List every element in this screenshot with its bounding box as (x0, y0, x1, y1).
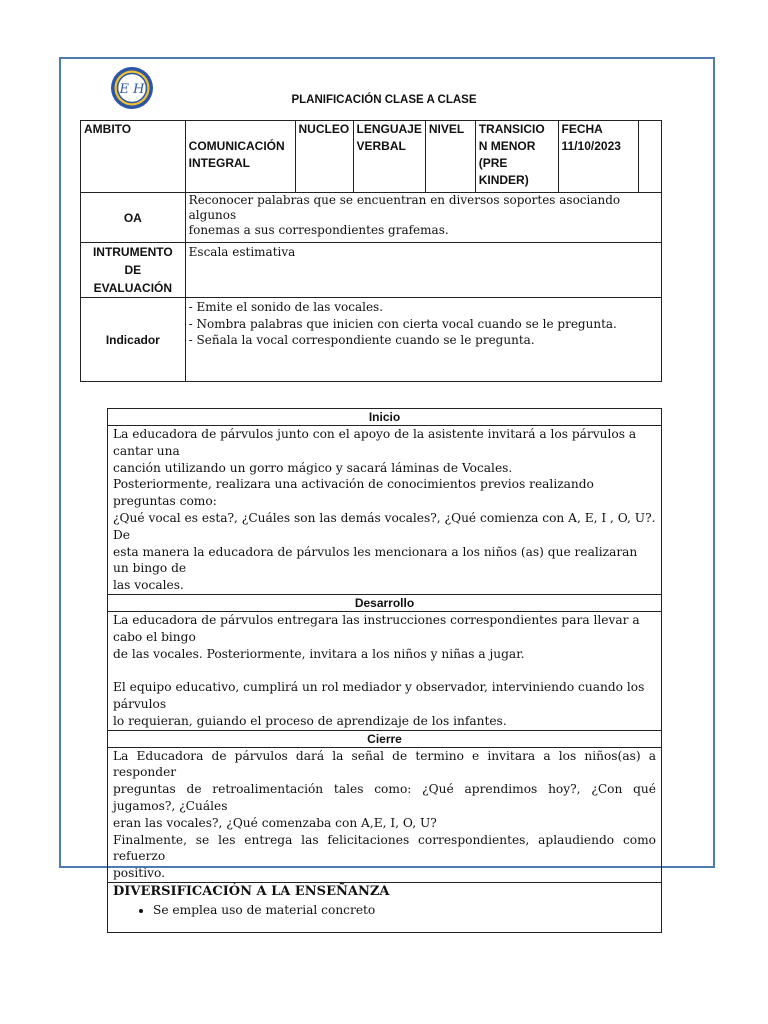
diversificacion-section (108, 882, 662, 932)
nucleo-label: NUCLEO (295, 121, 353, 193)
oa-label: OA (81, 193, 186, 243)
list-item: • Se emplea uso de material concreto (153, 902, 656, 918)
indicador-item: - Señala la vocal correspondiente cuando se le pregunta. (188, 333, 535, 347)
instrumento-value: Escala estimativa (185, 243, 661, 298)
fecha-label: FECHA (561, 122, 603, 136)
ambito-label: AMBITO (81, 121, 186, 193)
desarrollo-heading: Desarrollo (108, 594, 662, 611)
indicadores-list (185, 298, 661, 382)
nivel-label: NIVEL (425, 121, 475, 193)
diversificacion-list (113, 902, 656, 918)
indicador-label: Indicador (81, 298, 186, 382)
ambito-value: COMUNICACIÓN INTEGRAL (185, 121, 295, 193)
diversificacion-title: DIVERSIFICACIÓN A LA ENSEÑANZA (113, 883, 390, 899)
fecha-cell (558, 121, 639, 193)
indicador-item: - Emite el sonido de las vocales. (188, 300, 384, 314)
info-table (80, 120, 662, 382)
oa-text: Reconocer palabras que se encuentran en diversos soportes asociando algunos fonemas a sus correspondientes grafemas. (185, 193, 661, 243)
inicio-heading: Inicio (108, 409, 662, 426)
empty-cell (639, 121, 662, 193)
lesson-table (107, 408, 662, 933)
page-title: PLANIFICACIÓN CLASE A CLASE (291, 94, 477, 106)
inicio-text: La educadora de párvulos junto con el apoyo de la asistente invitará a los párvulos a cantar una canción utilizando un gorro mágico y sacará láminas de Vocales. Posteriormente, realizara una activación de conocimientos previos realizando preguntas como: ¿Qué vocal es esta?, ¿Cuáles son las demás vocales?, ¿Qué comienza con A, E, I , O, U?. De esta manera la educadora de párvulos les mencionara a los niños (as) que realizaran un bingo de las vocales. (108, 426, 662, 595)
cierre-text: La Educadora de párvulos dará la señal de termino e invitara a los niños(as) a responder preguntas de retroalimentación tales como: ¿Qué aprendimos hoy?, ¿Con qué jugamos?, ¿Cuáles eran las vocales?, ¿Qué comenzaba con A,E, I, O, U? Finalmente, se les entrega las felicitaciones correspondientes, aplaudiendo como refuerzo positivo. (108, 747, 662, 882)
indicador-item: - Nombra palabras que inicien con cierta vocal cuando se le pregunta. (188, 316, 617, 331)
fecha-value: 11/10/2023 (561, 139, 621, 153)
instrumento-label: INTRUMENTO DE EVALUACIÓN (81, 243, 186, 298)
logo-letters: E H (119, 82, 145, 97)
nucleo-value: LENGUAJE VERBAL (353, 121, 425, 193)
desarrollo-text: La educadora de párvulos entregara las instrucciones correspondientes para llevar a cabo el bingo de las vocales. Posteriormente, invitara a los niños y niñas a jugar. El equipo educativo, cumplirá un rol mediador y observador, interviniendo cuando los párvulos lo requieran, guiando el proceso de aprendizaje de los infantes. (108, 611, 662, 730)
cierre-heading: Cierre (108, 730, 662, 747)
nivel-value: TRANSICIO N MENOR (PRE KINDER) (475, 121, 558, 193)
